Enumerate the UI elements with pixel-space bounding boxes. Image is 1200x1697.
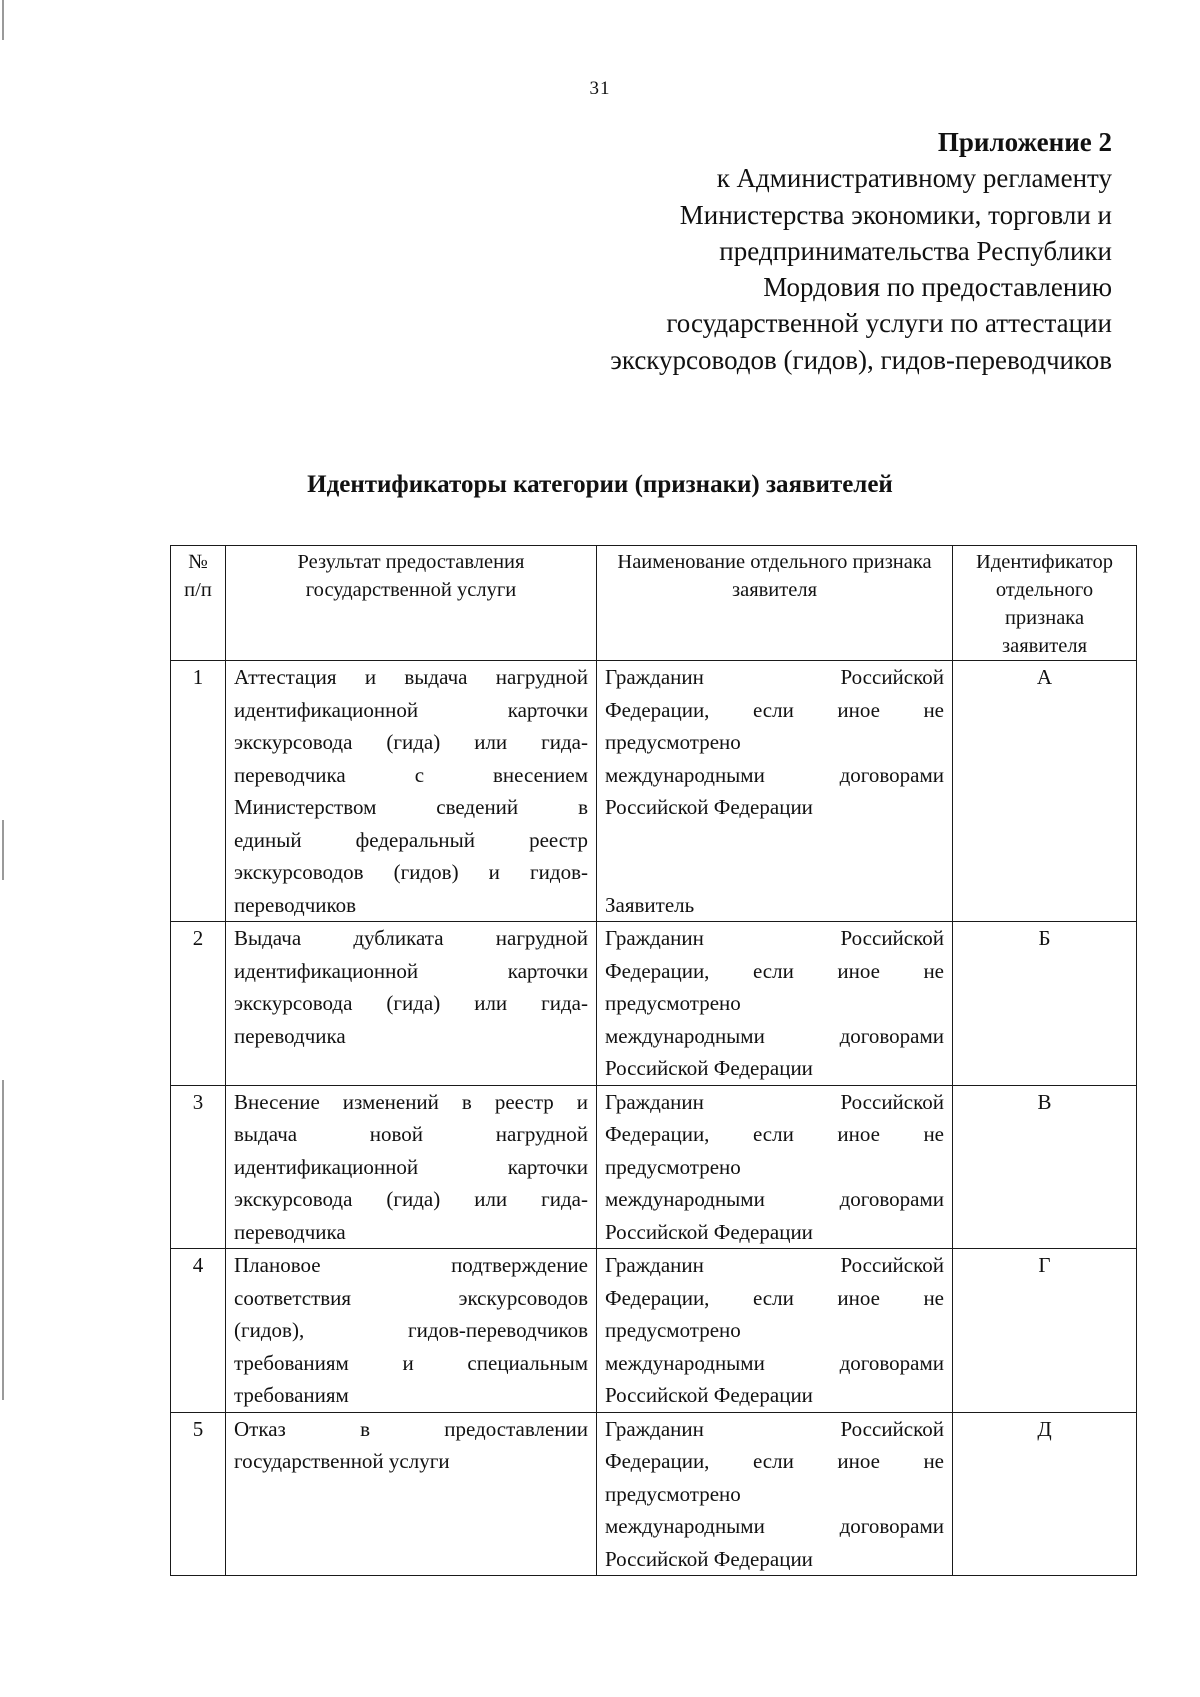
document-heading: Идентификаторы категории (признаки) заявителей <box>307 471 893 498</box>
result-line: экскурсоводов (гидов) и гидов- <box>234 860 588 884</box>
row-sign <box>597 1412 953 1576</box>
sign-line: международными договорами <box>605 762 944 787</box>
row-identifier: Г <box>953 1249 1137 1413</box>
header-sign: Наименование отдельного признака заявителя <box>597 546 953 661</box>
header-result: Результат предоставления государственной услуги <box>226 546 597 661</box>
result-line: идентификационной карточки <box>234 958 588 983</box>
appendix-line: предпринимательства Республики <box>719 235 1112 266</box>
table-row <box>171 661 1137 922</box>
appendix-line: к Административному регламенту <box>716 163 1112 194</box>
table-row <box>171 922 1137 1086</box>
sign-line: Гражданин Российской <box>605 1253 944 1277</box>
appendix-title: Приложение 2 <box>937 127 1112 157</box>
sign-line: Гражданин Российской <box>605 1089 944 1114</box>
row-result <box>226 1412 597 1576</box>
header-identifier: Идентификатор отдельного признака заявителя <box>953 546 1137 661</box>
result-line: единый федеральный реестр <box>234 827 588 852</box>
table-row <box>171 1412 1137 1576</box>
appendix-line: государственной услуги по аттестации <box>666 308 1112 339</box>
page-number: 31 <box>589 78 611 99</box>
result-line: переводчика с внесением <box>234 762 588 787</box>
row-result <box>226 922 597 1086</box>
row-identifier: В <box>953 1085 1137 1249</box>
row-result <box>226 661 597 922</box>
row-number: 3 <box>171 1085 226 1249</box>
result-line: Отказ в предоставлении <box>234 1416 588 1441</box>
sign-line: Российской Федерации <box>605 1219 813 1244</box>
row-number: 1 <box>171 661 226 922</box>
sign-line: Федерации, если иное не <box>605 958 944 983</box>
sign-line: предусмотрено <box>605 730 741 754</box>
row-identifier: Д <box>953 1412 1137 1576</box>
sign-line: Федерации, если иное не <box>605 697 944 722</box>
result-line: Внесение изменений в реестр и <box>234 1089 588 1114</box>
result-line: идентификационной карточки <box>234 1154 588 1179</box>
row-identifier: Б <box>953 922 1137 1086</box>
sign-line: Гражданин Российской <box>605 665 944 689</box>
appendix-line: Мордовия по предоставлению <box>763 272 1112 303</box>
sign-line: Российской Федерации <box>605 1383 813 1407</box>
sign-line: предусмотрено <box>605 1318 741 1342</box>
row-sign <box>597 1249 953 1413</box>
row-result <box>226 1249 597 1413</box>
sign-line: международными договорами <box>605 1350 944 1375</box>
sign-line: Гражданин Российской <box>605 926 944 950</box>
table-header-row <box>171 546 1137 661</box>
result-line: Аттестация и выдача нагрудной <box>234 665 588 689</box>
result-line: экскурсовода (гида) или гида- <box>234 1187 588 1211</box>
row-number: 4 <box>171 1249 226 1413</box>
row-identifier: А <box>953 661 1137 922</box>
result-line: Плановое подтверждение <box>234 1253 588 1277</box>
result-line: Выдача дубликата нагрудной <box>234 926 588 950</box>
header-number: № п/п <box>171 546 226 661</box>
row-result <box>226 1085 597 1249</box>
row-sign <box>597 661 953 922</box>
applicant-identifiers-table <box>170 545 1137 1576</box>
sign-line: международными договорами <box>605 1187 944 1211</box>
scan-edge-mark <box>2 0 4 40</box>
row-sign <box>597 1085 953 1249</box>
row-number: 5 <box>171 1412 226 1576</box>
result-line: переводчиков <box>234 892 357 917</box>
spacer <box>605 856 944 889</box>
sign-line: Федерации, если иное не <box>605 1122 944 1146</box>
result-line: государственной услуги <box>234 1449 450 1473</box>
appendix-line: Министерства экономики, торговли и <box>679 199 1112 230</box>
result-line: переводчика <box>234 1219 346 1244</box>
result-line: идентификационной карточки <box>234 697 588 722</box>
result-line: выдача новой нагрудной <box>234 1122 588 1146</box>
sign-line: предусмотрено <box>605 1154 741 1179</box>
result-line: (гидов), гидов-переводчиков <box>234 1318 588 1342</box>
spacer <box>605 824 944 857</box>
sign-line: международными договорами <box>605 1023 944 1048</box>
result-line: экскурсовода (гида) или гида- <box>234 991 588 1015</box>
scan-edge-mark <box>2 820 4 880</box>
sign-extra-line: Заявитель <box>605 892 695 917</box>
table-row <box>171 1249 1137 1413</box>
row-sign <box>597 922 953 1086</box>
sign-line: предусмотрено <box>605 1481 741 1506</box>
sign-line: Федерации, если иное не <box>605 1449 944 1473</box>
result-line: требованиям и специальным <box>234 1350 588 1375</box>
sign-line: международными договорами <box>605 1514 944 1538</box>
sign-line: предусмотрено <box>605 991 741 1015</box>
sign-line: Российской Федерации <box>605 1546 813 1571</box>
result-line: Министерством сведений в <box>234 795 588 819</box>
row-number: 2 <box>171 922 226 1086</box>
sign-line: Российской Федерации <box>605 1056 813 1080</box>
sign-line: Российской Федерации <box>605 795 813 819</box>
result-line: требованиям <box>234 1383 349 1407</box>
appendix-block <box>552 124 1112 378</box>
sign-line: Федерации, если иное не <box>605 1285 944 1310</box>
sign-line: Гражданин Российской <box>605 1416 944 1441</box>
table-row <box>171 1085 1137 1249</box>
scan-edge-mark <box>2 1080 4 1400</box>
result-line: экскурсовода (гида) или гида- <box>234 730 588 754</box>
result-line: соответствия экскурсоводов <box>234 1285 588 1310</box>
result-line: переводчика <box>234 1023 346 1048</box>
appendix-line: экскурсоводов (гидов), гидов-переводчиков <box>610 344 1112 375</box>
